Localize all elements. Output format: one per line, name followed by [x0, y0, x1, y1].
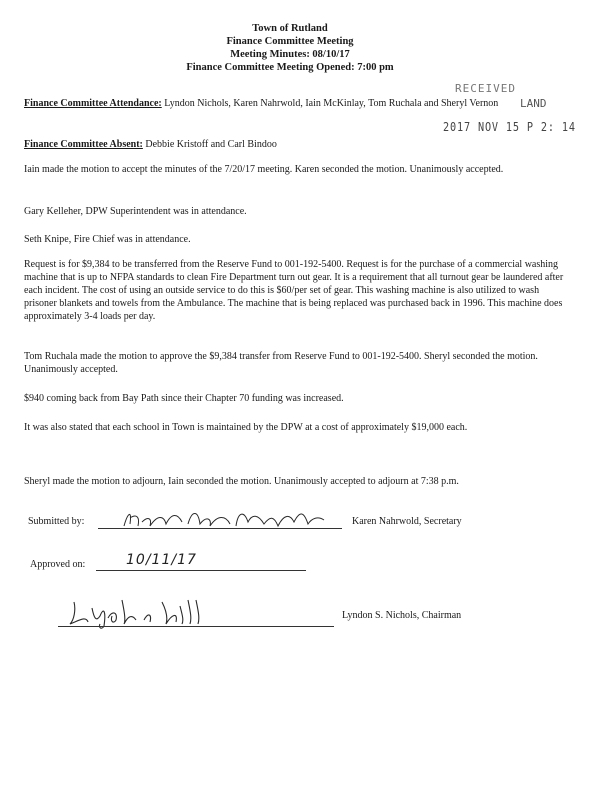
secretary-signature	[118, 504, 338, 534]
chairman-name: Lyndon S. Nichols, Chairman	[342, 610, 462, 621]
town-title: Town of Rutland	[252, 23, 328, 34]
attendance-label: Finance Committee Attendance:	[24, 98, 162, 109]
approved-date: 10/11/17	[126, 552, 197, 568]
meeting-title: Finance Committee Meeting	[226, 36, 354, 47]
paragraph-dpw-school-cost: It was also stated that each school in Town is maintained by the DPW at a cost of approximately $19,000 each.	[24, 422, 468, 433]
minutes-date: Meeting Minutes: 08/10/17	[230, 49, 350, 60]
received-stamp-date: 2017 NOV 15 P 2: 14	[443, 120, 576, 134]
submitted-by-label: Submitted by:	[28, 516, 85, 527]
paragraph-transfer-motion: Tom Ruchala made the motion to approve the $9,384 transfer from Reserve Fund to 001-192-5400. Sheryl seconded the motion. Unanimously accepted.	[24, 351, 538, 375]
absent-list: Debbie Kristoff and Carl Bindoo	[142, 139, 277, 150]
paragraph-bay-path: $940 coming back from Bay Path since their Chapter 70 funding was increased.	[24, 393, 344, 404]
absent-label: Finance Committee Absent:	[24, 139, 143, 150]
approved-date-line	[96, 570, 306, 571]
attendance-section	[24, 97, 514, 110]
received-stamp-land: LAND	[520, 97, 547, 110]
received-stamp: RECEIVED	[455, 82, 516, 95]
approved-on-label: Approved on:	[30, 559, 86, 570]
secretary-name: Karen Nahrwold, Secretary	[352, 516, 462, 527]
attendance-list: Lyndon Nichols, Karen Nahrwold, Iain McKinlay, Tom Ruchala and Sheryl Vernon	[161, 98, 499, 109]
paragraph-adjourn: Sheryl made the motion to adjourn, Iain seconded the motion. Unanimously accepted to adjourn at 7:38 p.m.	[24, 476, 459, 487]
chairman-signature	[66, 596, 216, 630]
paragraph-dpw-attendance: Gary Kelleher, DPW Superintendent was in attendance.	[24, 206, 247, 217]
paragraph-reserve-fund-request: Request is for $9,384 to be transferred from the Reserve Fund to 001-192-5400. Request is for the purchase of a commercial washing machine that is up to NFPA standards to clean Fire Department turn out gear. It is a requirement that all turnout gear be laundered after each incident. The cost of using an outside service to do this is $60/per set of gear. This washing machine is also utilized to wash prisoner blankets and towels from the Ambulance. The machine that is being replaced was purchased back in 1996. This machine does approximately 3-4 loads per day.	[24, 259, 564, 322]
chairman-signature-line	[58, 626, 334, 627]
meeting-opened: Finance Committee Meeting Opened: 7:00 pm	[186, 62, 394, 73]
absent-section	[24, 138, 572, 151]
paragraph-fire-chief-attendance: Seth Knipe, Fire Chief was in attendance.	[24, 234, 191, 245]
paragraph-minutes-approval: Iain made the motion to accept the minutes of the 7/20/17 meeting. Karen seconded the motion. Unanimously accepted.	[24, 164, 504, 175]
document-header	[100, 22, 480, 74]
